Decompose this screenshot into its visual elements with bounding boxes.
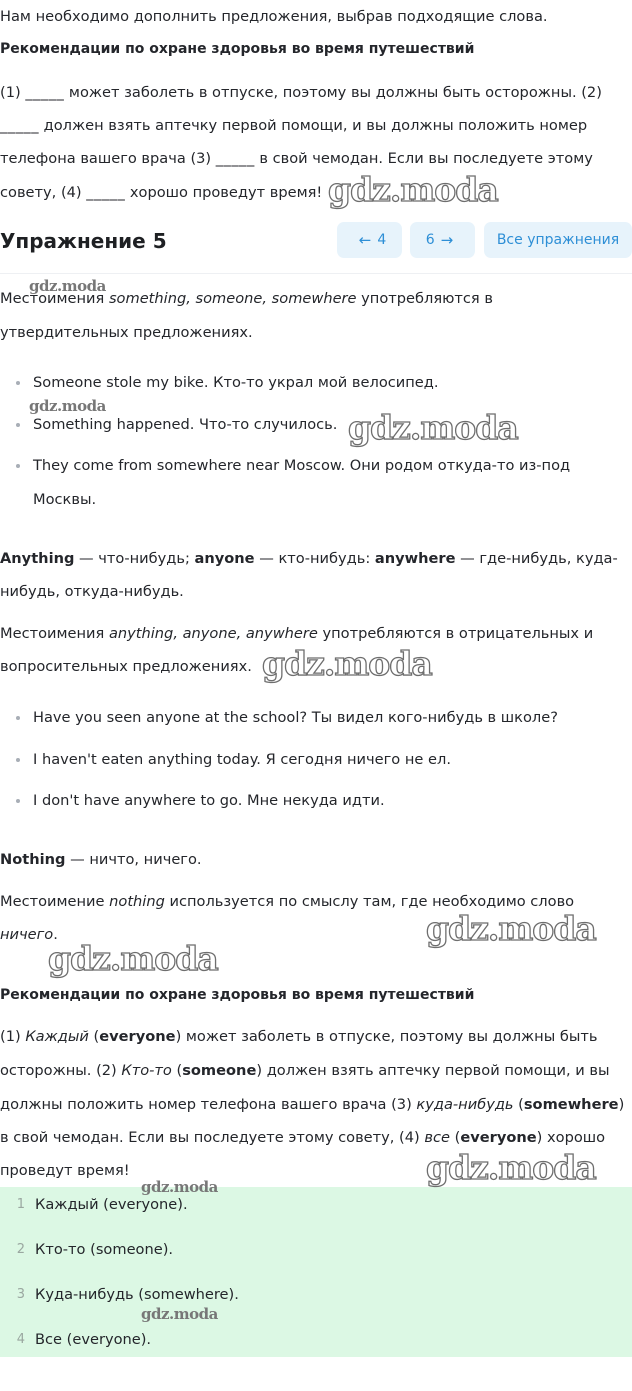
theory-para-5-cont: ничего.: [0, 926, 58, 943]
exercise-title: Упражнение 5: [0, 229, 167, 253]
prev-exercise-label: 4: [377, 232, 387, 248]
answer-text: Кто-то (someone).: [35, 1241, 174, 1258]
answers-block: [0, 1187, 632, 1357]
all-exercises-button[interactable]: Все упражнения: [484, 222, 632, 258]
list-item: I haven't eaten anything today. Я сегодня ничего не ел.: [0, 743, 626, 777]
task-line-2: _____ должен взять аптечку первой помощи, и вы должны положить номер: [0, 117, 588, 134]
intro-text: Нам необходимо дополнить предложения, выбрав подходящие слова.: [0, 8, 548, 25]
solution-line-2: осторожны. (2) Кто-то (someone) должен взять аптечку первой помощи, и вы: [0, 1062, 610, 1079]
list-item-cont: Москвы.: [33, 491, 97, 508]
watermark: gdz.moda: [426, 1148, 596, 1187]
task-heading: Рекомендации по охране здоровья во время путешествий: [0, 41, 475, 57]
watermark: gdz.moda: [262, 644, 432, 683]
list-item: They come from somewhere near Moscow. Они родом откуда-то из-под: [0, 449, 626, 483]
theory-para-1: Местоимения something, someone, somewhere употребляются в: [0, 290, 493, 307]
solution-heading: Рекомендации по охране здоровья во время путешествий: [0, 987, 475, 1003]
answer-text: Куда-нибудь (somewhere).: [35, 1286, 239, 1303]
answer-row: [0, 1236, 173, 1264]
solution-line-1: (1) Каждый (everyone) может заболеть в отпуске, поэтому вы должны быть: [0, 1028, 598, 1045]
prev-exercise-button[interactable]: [337, 222, 402, 258]
theory-para-1-cont: утвердительных предложениях.: [0, 324, 253, 341]
task-line-1: (1) _____ может заболеть в отпуске, поэтому вы должны быть осторожны. (2): [0, 84, 602, 101]
list-item: Have you seen anyone at the school? Ты видел кого-нибудь в школе?: [0, 701, 626, 735]
arrow-right-icon: →: [440, 231, 454, 249]
solution-line-3: должны положить номер телефона вашего врача (3) куда-нибудь (somewhere): [0, 1096, 625, 1113]
theory-para-3-cont: вопросительных предложениях.: [0, 658, 252, 675]
solution-line-5: проведут время!: [0, 1162, 130, 1179]
task-line-4: совету, (4) _____ хорошо проведут время!: [0, 184, 323, 201]
list-item: Something happened. Что-то случилось.: [0, 408, 626, 442]
watermark: gdz.moda: [328, 170, 498, 209]
watermark-small: gdz.moda: [29, 277, 106, 295]
list-item: I don't have anywhere to go. Мне некуда идти.: [0, 784, 626, 818]
solution-line-4: в свой чемодан. Если вы последуете этому совету, (4) все (everyone) хорошо: [0, 1129, 606, 1146]
answer-number: 1: [16, 1197, 25, 1212]
answer-number: 2: [16, 1242, 25, 1257]
next-exercise-label: 6: [425, 232, 435, 248]
answer-text: Каждый (everyone).: [35, 1196, 188, 1213]
watermark-small: gdz.moda: [141, 1305, 218, 1323]
watermark-small: gdz.moda: [29, 397, 106, 415]
answer-number: 4: [16, 1332, 25, 1347]
divider: [0, 273, 632, 274]
theory-para-4: Nothing — ничто, ничего.: [0, 851, 202, 868]
answer-text: Все (everyone).: [35, 1331, 152, 1348]
watermark: gdz.moda: [426, 909, 596, 948]
theory-para-5: Местоимение nothing используется по смыслу там, где необходимо слово: [0, 893, 575, 910]
watermark: gdz.moda: [48, 939, 218, 978]
theory-para-2: Anything — что-нибудь; anyone — кто-нибудь: anywhere — где-нибудь, куда-: [0, 550, 618, 567]
watermark-small: gdz.moda: [141, 1178, 218, 1196]
next-exercise-button[interactable]: [410, 222, 475, 258]
example-list-2: [0, 701, 626, 818]
answer-number: 3: [16, 1287, 25, 1302]
answer-row: [0, 1326, 151, 1354]
theory-para-2-cont: нибудь, откуда-нибудь.: [0, 583, 184, 600]
task-line-3: телефона вашего врача (3) _____ в свой чемодан. Если вы последуете этому: [0, 150, 593, 167]
theory-para-3: Местоимения anything, anyone, anywhere употребляются в отрицательных и: [0, 625, 594, 642]
example-list-1: [0, 366, 626, 483]
list-item: Someone stole my bike. Кто-то украл мой велосипед.: [0, 366, 626, 400]
arrow-left-icon: ←: [358, 231, 372, 249]
watermark: gdz.moda: [348, 408, 518, 447]
